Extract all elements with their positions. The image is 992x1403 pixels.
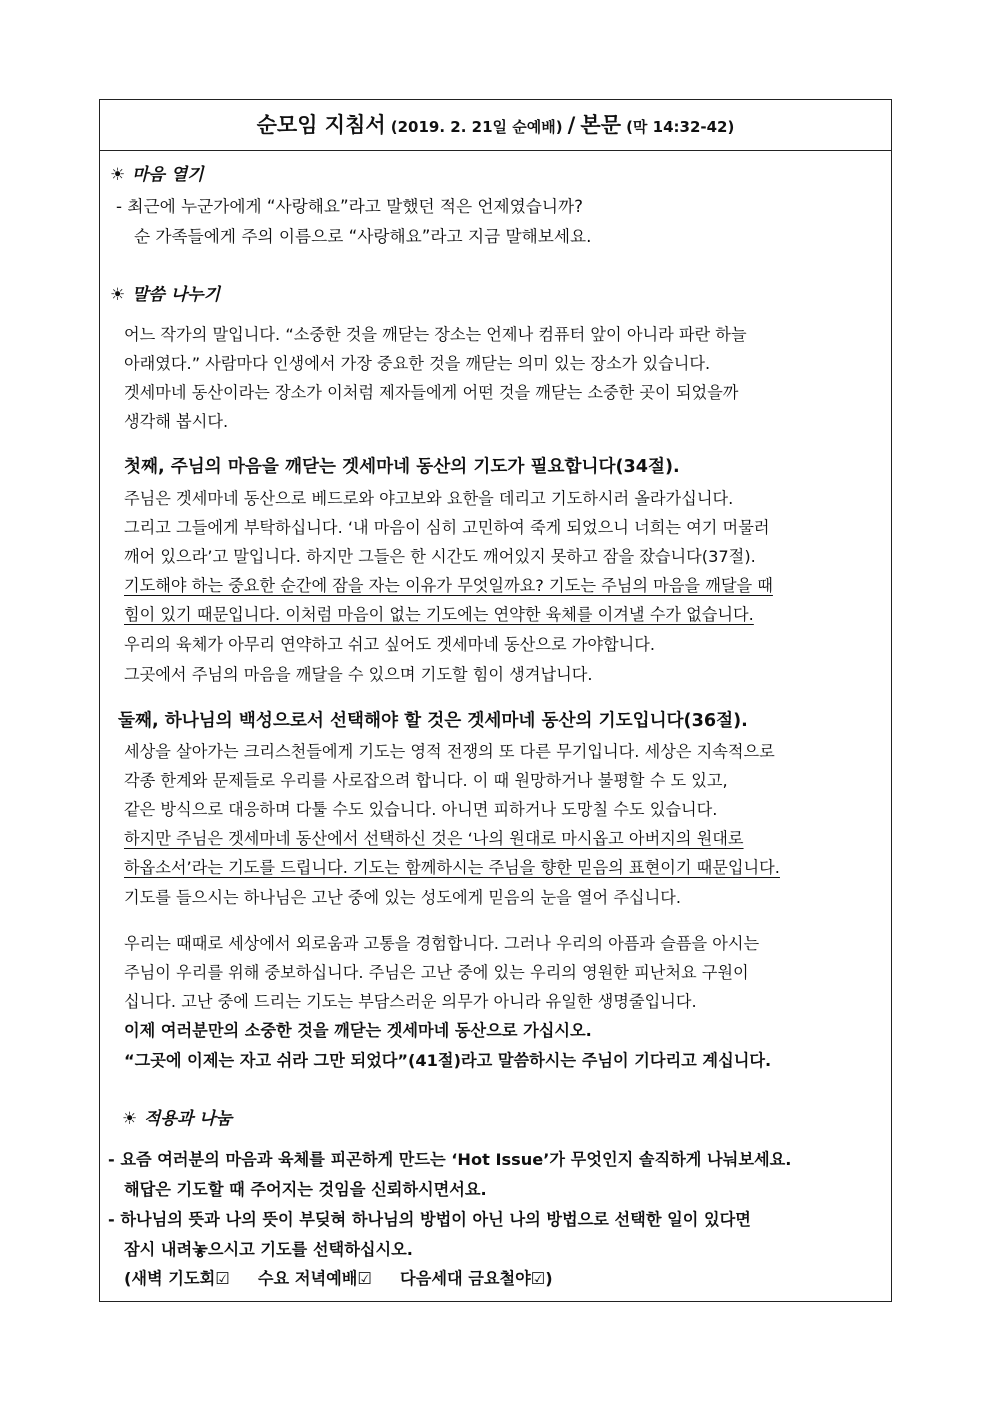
apply-line-4: 잠시 내려놓으시고 기도를 선택하십시오. [124,1240,413,1259]
sun-icon: ☀ [122,1109,138,1129]
intro-line-4: 생각해 봅시다. [124,412,229,431]
closing-line-1: 우리는 때때로 세상에서 외로움과 고통을 경험합니다. 그러나 우리의 아픔과 슬픔을 아시는 [124,934,760,953]
closing-line-4: 이제 여러분만의 소중한 것을 깨닫는 겟세마네 동산으로 가십시오. [124,1021,592,1040]
apply-line-1: - 요즘 여러분의 마음과 육체를 피곤하게 만드는 ‘Hot Issue’가 무엇인지 솔직하게 나눠보세요. [108,1150,792,1169]
apply-checklist: (새벽 기도회☑ 수요 저녁예배☑ 다음세대 금요철야☑) [124,1269,553,1288]
first-point-heading: 첫째, 주님의 마음을 깨닫는 겟세마네 동산의 기도가 필요합니다(34절). [124,457,680,477]
sun-icon: ☀ [110,165,126,185]
first-line-2: 그리고 그들에게 부탁하십니다. ‘내 마음이 심히 고민하여 죽게 되었으니 너희는 여기 머물러 [124,518,770,537]
first-line-6: 우리의 육체가 아무리 연약하고 쉬고 싶어도 겟세마네 동산으로 가야합니다. [124,635,656,654]
open-line-2: 순 가족들에게 주의 이름으로 “사랑해요”라고 지금 말해보세요. [134,226,592,246]
title-bar [100,100,891,151]
apply-line-3: - 하나님의 뜻과 나의 뜻이 부딪혀 하나님의 방법이 아닌 나의 방법으로 선택한 일이 있다면 [108,1210,751,1229]
sun-icon: ☀ [110,285,126,305]
open-line-1: - 최근에 누군가에게 “사랑해요”라고 말했던 적은 언제였습니까? [116,196,583,216]
closing-line-3: 십니다. 고난 중에 드리는 기도는 부담스러운 의무가 아니라 유일한 생명줄입니다. [124,992,697,1011]
first-line-5: 힘이 있기 때문입니다. 이처럼 마음이 없는 기도에는 연약한 육체를 이겨낼 수가 없습니다. [124,605,754,624]
first-line-7: 그곳에서 주님의 마음을 깨달을 수 있으며 기도할 힘이 생겨납니다. [124,665,593,684]
section-heading-open: ☀ 마음 열기 [110,162,204,188]
first-line-4: 기도해야 하는 중요한 순간에 잠을 자는 이유가 무엇일까요? 기도는 주님의 마음을 깨달을 때 [124,576,773,595]
title-label: 본문 [580,113,621,137]
second-point-heading: 둘째, 하나님의 백성으로서 선택해야 할 것은 겟세마네 동산의 기도입니다(36절). [118,711,748,731]
second-line-2: 각종 한계와 문제들로 우리를 사로잡으려 합니다. 이 때 원망하거나 불평할 수 도 있고, [124,771,728,790]
title-reference: (막 14:32-42) [626,118,735,136]
second-line-3: 같은 방식으로 대응하며 다툴 수도 있습니다. 아니면 피하거나 도망칠 수도 있습니다. [124,800,718,819]
first-line-3: 깨어 있으라’고 말입니다. 하지만 그들은 한 시간도 깨어있지 못하고 잠을 잤습니다(37절). [124,547,756,566]
intro-line-3: 겟세마네 동산이라는 장소가 이처럼 제자들에게 어떤 것을 깨닫는 소중한 곳이 되었을까 [124,383,739,402]
second-line-6: 기도를 들으시는 하나님은 고난 중에 있는 성도에게 믿음의 눈을 열어 주십니다. [124,888,681,907]
section-heading-word: ☀ 말씀 나누기 [110,282,220,308]
closing-line-2: 주님이 우리를 위해 중보하십니다. 주님은 고난 중에 있는 우리의 영원한 피난처요 구원이 [124,963,749,982]
intro-line-1: 어느 작가의 말입니다. “소중한 것을 깨닫는 장소는 언제나 컴퓨터 앞이 아니라 파란 하늘 [124,325,747,344]
second-line-4: 하지만 주님은 겟세마네 동산에서 선택하신 것은 ‘나의 원대로 마시옵고 아버지의 원대로 [124,829,744,848]
first-line-1: 주님은 겟세마네 동산으로 베드로와 야고보와 요한을 데리고 기도하시러 올라가십니다. [124,489,734,508]
title-date: (2019. 2. 21일 순예배) [390,118,563,136]
second-line-5: 하옵소서’라는 기도를 드립니다. 기도는 함께하시는 주님을 향한 믿음의 표현이기 때문입니다. [124,858,780,877]
apply-line-2: 해답은 기도할 때 주어지는 것임을 신뢰하시면서요. [124,1180,487,1199]
closing-line-5: “그곳에 이제는 자고 쉬라 그만 되었다”(41절)라고 말씀하시는 주님이 기다리고 계십니다. [124,1051,772,1070]
section-heading-apply: ☀ 적용과 나눔 [122,1106,232,1132]
title-slash: / [567,113,576,137]
page-title: 순모임 지침서 [256,113,386,137]
second-line-1: 세상을 살아가는 크리스천들에게 기도는 영적 전쟁의 또 다른 무기입니다. 세상은 지속적으로 [124,742,775,761]
intro-line-2: 아래였다.” 사람마다 인생에서 가장 중요한 것을 깨닫는 의미 있는 장소가 있습니다. [124,354,711,373]
